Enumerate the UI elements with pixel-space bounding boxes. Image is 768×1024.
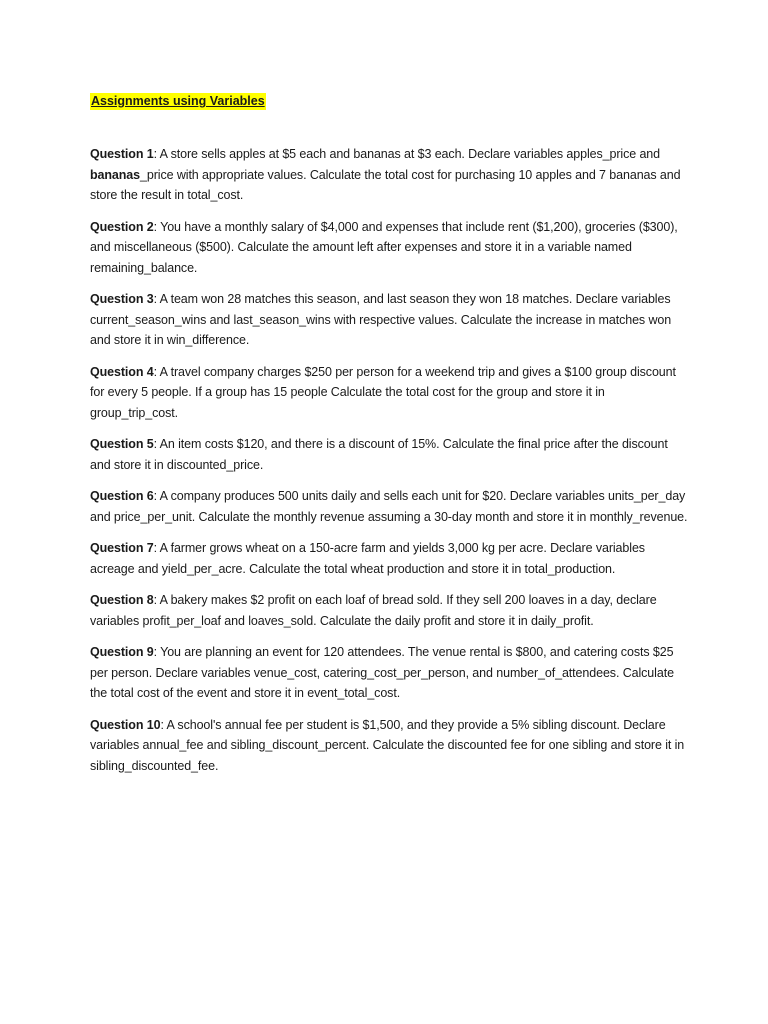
question-text: : An item costs $120, and there is a discount of 15%. Calculate the final price after the discount and store it in discounted_price. (90, 437, 668, 472)
question-label: Question 4 (90, 364, 154, 379)
question-label: Question 10 (90, 717, 161, 732)
question-text: : You are planning an event for 120 attendees. The venue rental is $800, and catering costs $25 per person. Declare variables venue_cost, catering_cost_per_person, and number_of_attendees. Calculate the total cost of the event and store it in event_total_cost. (90, 645, 674, 700)
question-8 (90, 590, 690, 631)
question-2 (90, 217, 690, 279)
question-label: Question 8 (90, 593, 154, 607)
question-text: : A travel company charges $250 per person for a weekend trip and gives a $100 group discount for every 5 people. If a group has 15 people Calculate the total cost for the group and store it in group_trip_cost. (90, 364, 676, 420)
question-label: Question 6 (90, 489, 154, 503)
question-4 (90, 362, 690, 424)
question-5 (90, 434, 690, 475)
question-label: Question 2 (90, 219, 154, 234)
question-text: _price with appropriate values. Calculate the total cost for purchasing 10 apples and 7 bananas and store the result in total_cost. (90, 167, 681, 202)
document-page (90, 92, 690, 787)
question-text: : A team won 28 matches this season, and last season they won 18 matches. Declare variables current_season_wins and last_season_wins with respective values. Calculate the increase in matches won and store it in win_difference. (90, 292, 672, 347)
question-3 (90, 289, 690, 351)
question-text: : A company produces 500 units daily and sells each unit for $20. Declare variables units_per_day and price_per_unit. Calculate the monthly revenue assuming a 30-day month and store it in monthly_revenue. (90, 489, 688, 524)
question-text: : A store sells apples at $5 each and bananas at $3 each. Declare variables apples_price and (153, 147, 661, 161)
question-7 (90, 538, 690, 579)
question-1 (90, 144, 690, 206)
question-bold-word: bananas (90, 167, 141, 182)
question-text: : A school's annual fee per student is $1,500, and they provide a 5% sibling discount. Declare variables annual_fee and sibling_discount_percent. Calculate the discounted fee for one sibling and store it in sibling_discounted_fee. (90, 717, 685, 773)
question-9 (90, 642, 690, 704)
question-6 (90, 486, 690, 527)
question-text: : You have a monthly salary of $4,000 and expenses that include rent ($1,200), groceries ($300), and miscellaneous ($500). Calculate the amount left after expenses and store it in a variable named remaining_balance. (90, 219, 678, 275)
question-text: : A bakery makes $2 profit on each loaf of bread sold. If they sell 200 loaves in a day, declare variables profit_per_loaf and loaves_sold. Calculate the daily profit and store it in daily_profit. (90, 593, 657, 628)
document-title: Assignments using Variables (91, 94, 265, 108)
question-label: Question 5 (90, 437, 154, 451)
question-label: Question 7 (90, 541, 154, 555)
question-label: Question 3 (90, 292, 154, 306)
question-text: : A farmer grows wheat on a 150-acre farm and yields 3,000 kg per acre. Declare variables acreage and yield_per_acre. Calculate the total wheat production and store it in total_production. (90, 541, 645, 576)
question-label: Question 1 (90, 147, 154, 161)
question-10 (90, 715, 690, 777)
question-label: Question 9 (90, 645, 154, 659)
